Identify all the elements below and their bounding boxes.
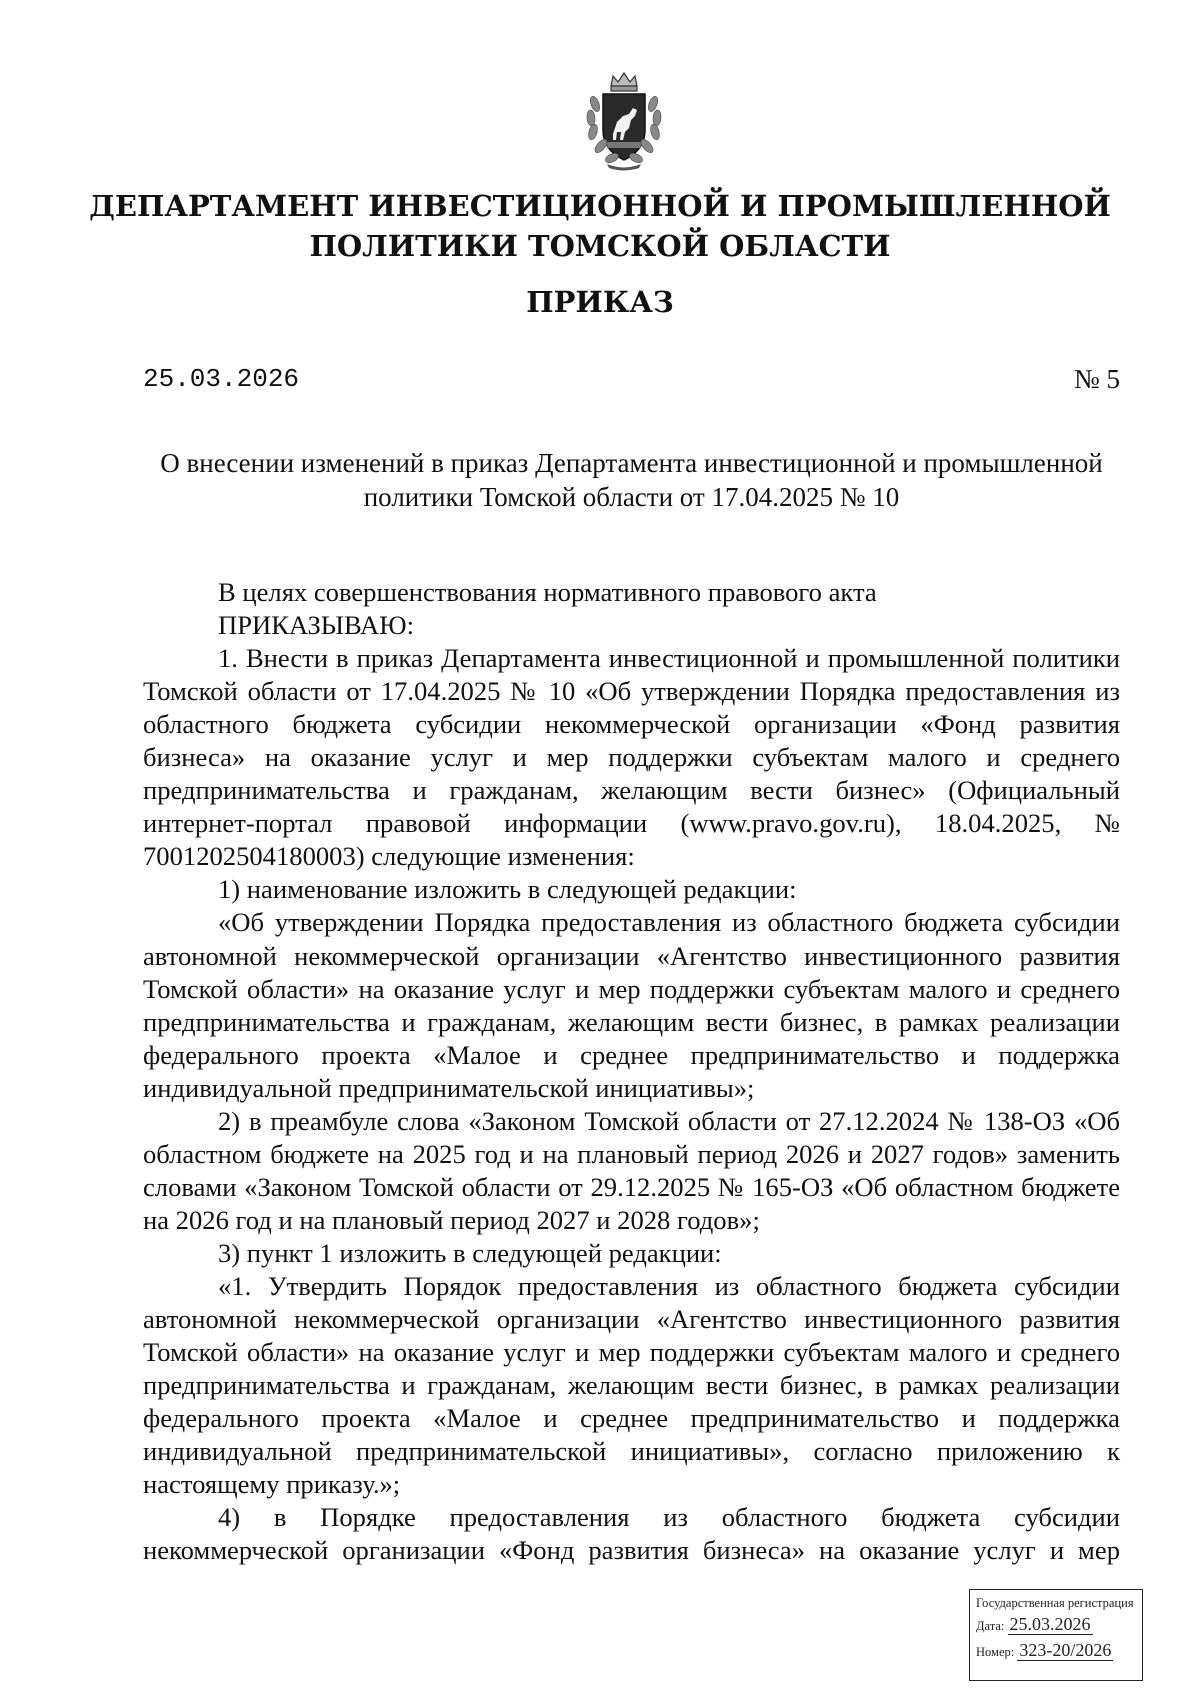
purpose-paragraph: В целях совершенствования нормативного правового акта: [218, 577, 877, 607]
registration-date-value: 25.03.2026: [1009, 1614, 1091, 1634]
order-date: 25.03.2026: [143, 364, 300, 394]
registration-number-label: Номер:: [976, 1645, 1015, 1659]
order-number: № 5: [1073, 364, 1120, 394]
registration-number-value: 323-20/2026: [1019, 1640, 1112, 1660]
registration-number-line: [976, 1638, 1136, 1664]
registration-title: Государственная регистрация: [976, 1596, 1134, 1610]
subitem-1-new-title: «Об утверждении Порядка предоставления из областного бюджета субсидии автономной некоммерческой организации «Агентство инвестиционного развития Томской области» на оказание услуг и мер поддержки субъектам малого и среднего предпринимательства и гражданам, желающим вести бизнес, в рамках реализации федерального проекта «Малое и среднее предпринимательство и поддержка индивидуальной предпринимательской инициативы»;: [143, 907, 1120, 1103]
order-body: [143, 576, 1120, 1567]
subitem-1-paragraph: 1) наименование изложить в следующей редакции:: [218, 874, 797, 905]
subitem-3-new-text: «1. Утвердить Порядок предоставления из областного бюджета субсидии автономной некоммерческой организации «Агентство инвестиционного развития Томской области» на оказание услуг и мер поддержки субъектам малого и среднего предпринимательства и гражданам, желающим вести бизнес, в рамках реализации федерального проекта «Малое и среднее предпринимательство и поддержка индивидуальной предпринимательской инициативы», согласно приложению к настоящему приказу.»;: [143, 1270, 1120, 1500]
document-type-title: ПРИКАЗ: [526, 285, 674, 319]
order-directive: ПРИКАЗЫВАЮ:: [218, 610, 414, 641]
registration-stamp: [969, 1589, 1143, 1681]
tomsk-region-coat-of-arms-icon: [567, 70, 681, 172]
date-number-row: [143, 364, 1120, 398]
registration-date-label: Дата:: [976, 1619, 1005, 1633]
order-subject: О внесении изменений в приказ Департамента инвестиционной и промышленной политики Томской области от 17.04.2025 № 10: [160, 448, 1103, 512]
subitem-2-paragraph: 2) в преамбуле слова «Законом Томской области от 27.12.2024 № 138-ОЗ «Об областном бюджете на 2025 год и на плановый период 2026 и 2027 годов» заменить словами «Законом Томской области от 29.12.2025 № 165-ОЗ «Об областном бюджете на 2026 год и на плановый период 2027 и 2028 годов»;: [143, 1105, 1120, 1235]
subitem-3-paragraph: 3) пункт 1 изложить в следующей редакции:: [218, 1237, 722, 1268]
department-title: ДЕПАРТАМЕНТ ИНВЕСТИЦИОННОЙ И ПРОМЫШЛЕННОЙ ПОЛИТИКИ ТОМСКОЙ ОБЛАСТИ: [89, 189, 1111, 263]
subitem-4-paragraph: 4) в Порядке предоставления из областного бюджета субсидии некоммерческой организации «Фонд развития бизнеса» на оказание услуг и мер: [143, 1502, 1120, 1566]
item-1-paragraph: 1. Внести в приказ Департамента инвестиционной и промышленной политики Томской области от 17.04.2025 № 10 «Об утверждении Порядка предоставления из областного бюджета субсидии некоммерческой организации «Фонд развития бизнеса» на оказание услуг и мер поддержки субъектам малого и среднего предпринимательства и гражданам, желающим вести бизнес» (Официальный интернет-портал правовой информации (www.pravo.gov.ru), 18.04.2025, № 7001202504180003) следующие изменения:: [143, 643, 1120, 872]
registration-date-line: [976, 1612, 1136, 1638]
